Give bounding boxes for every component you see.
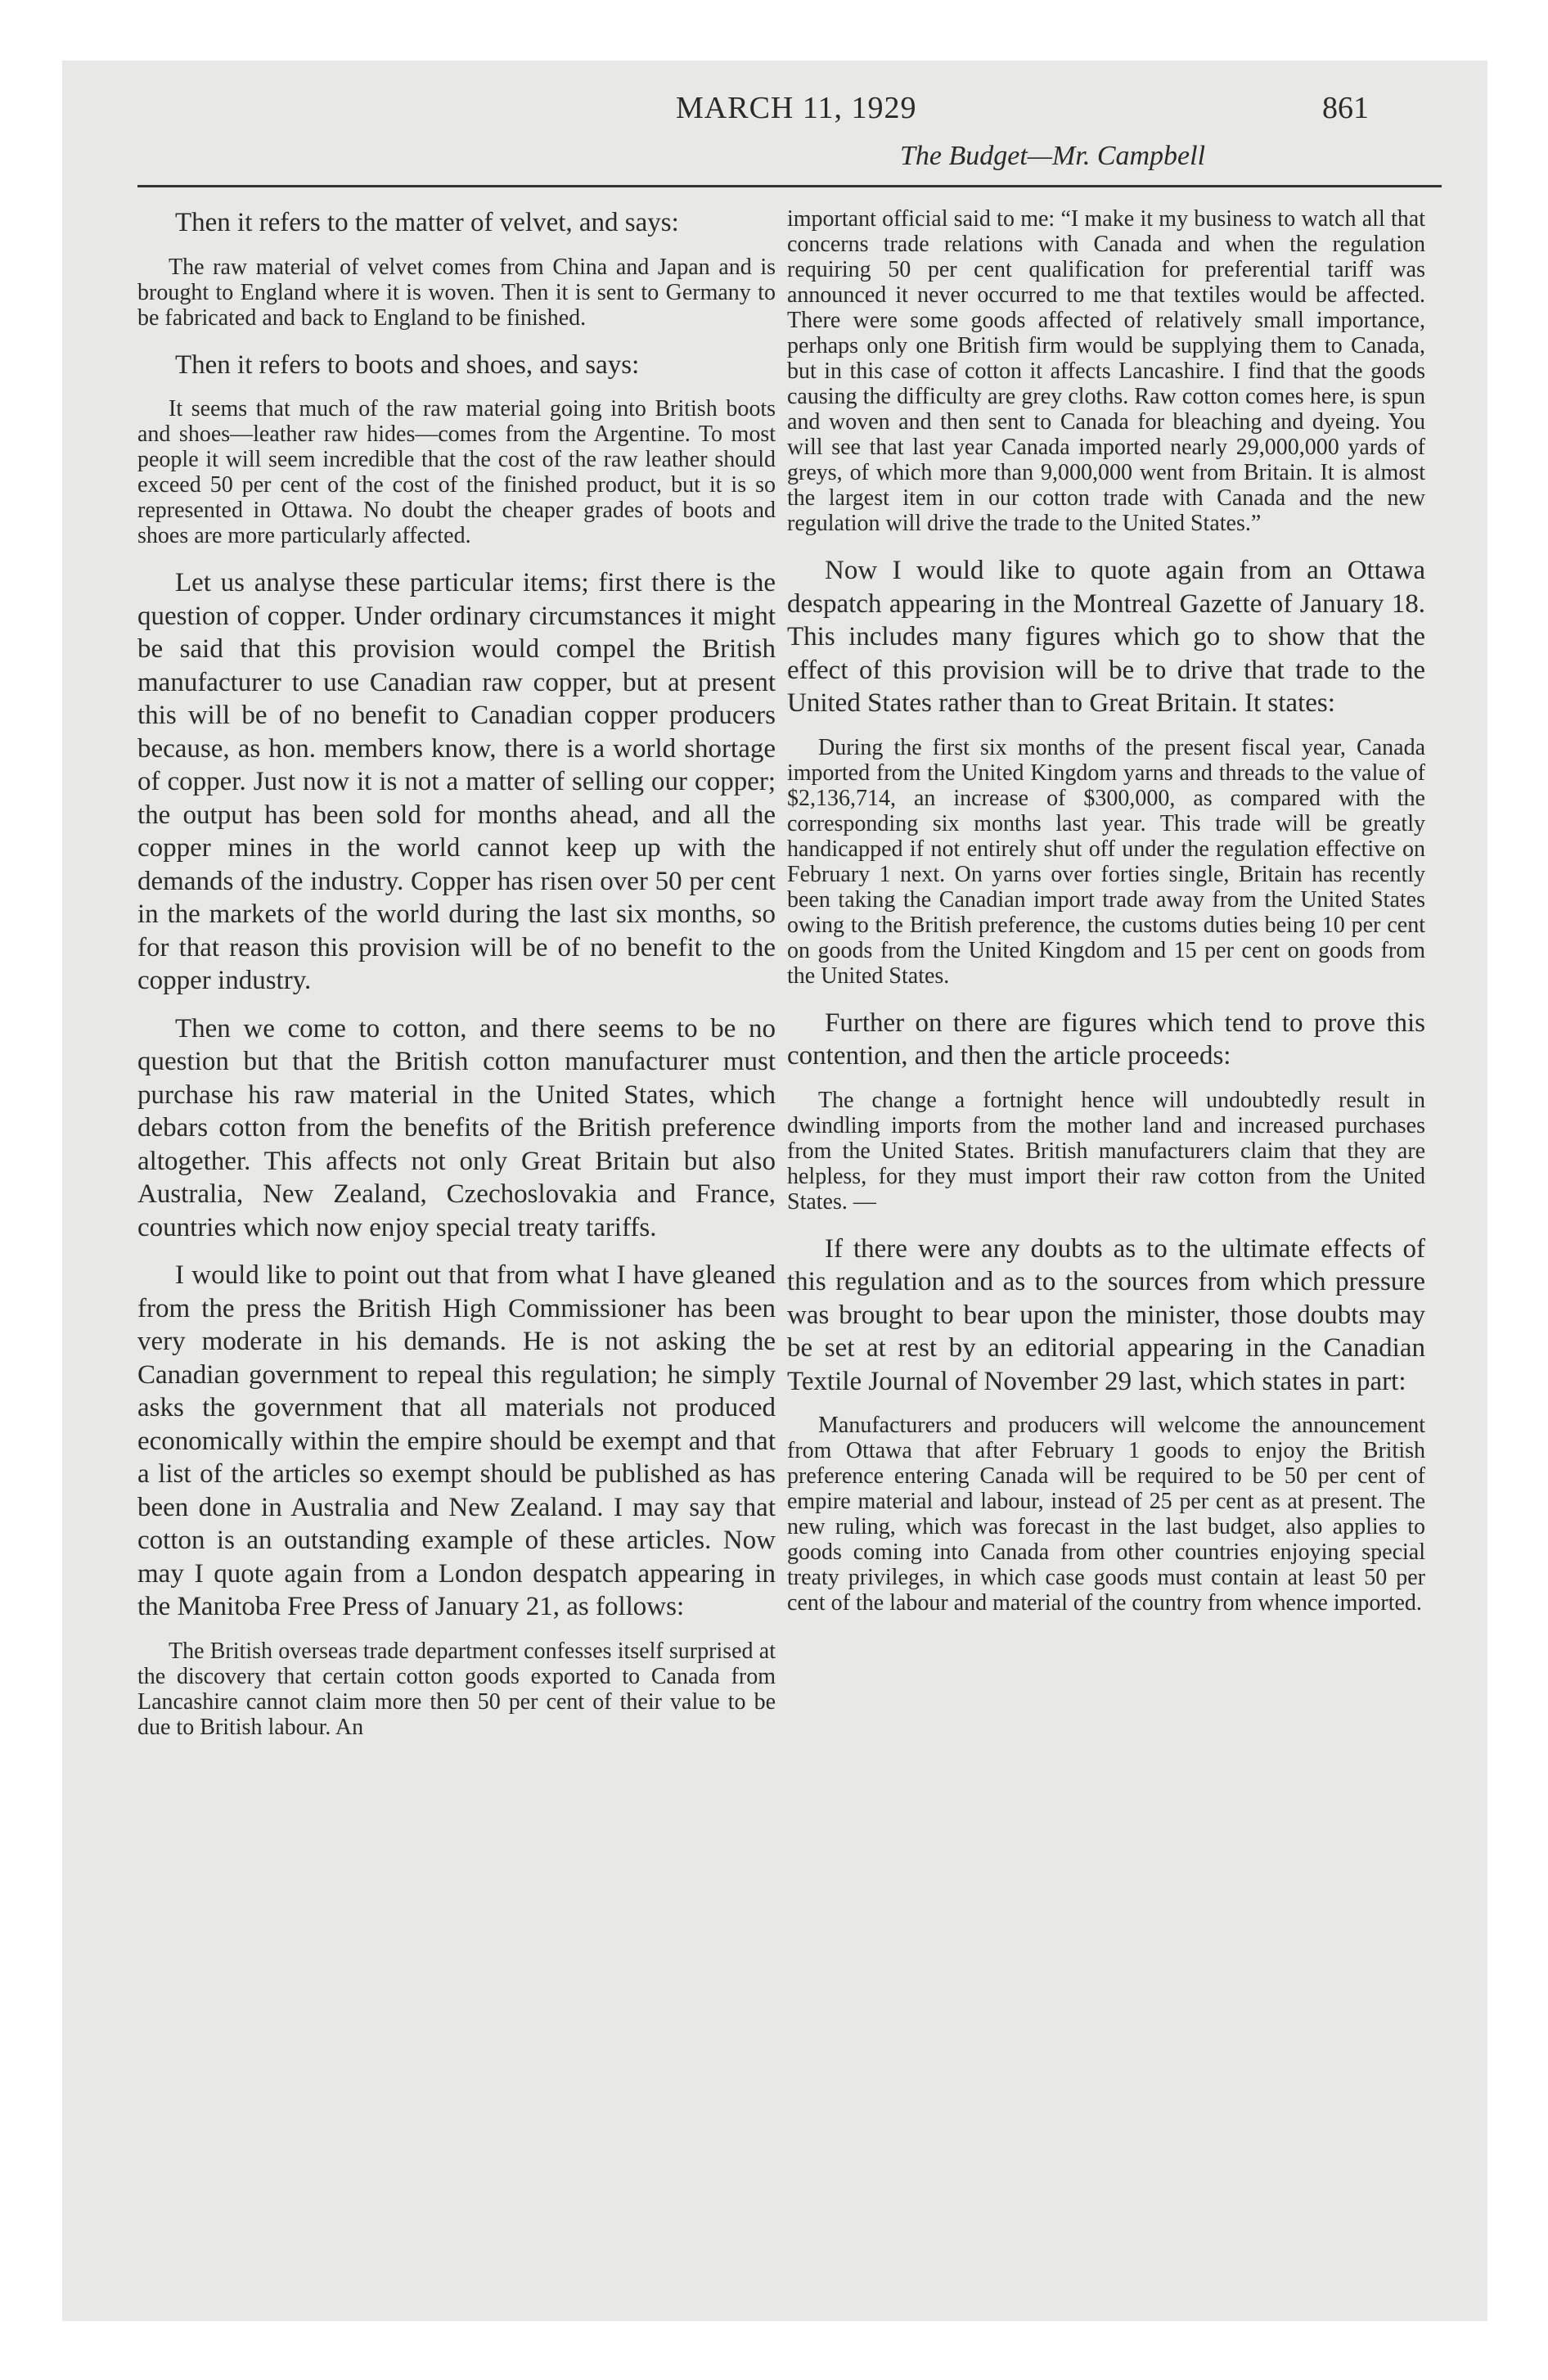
quotation: The change a fortnight hence will undoubtedly result in dwindling imports from the mother land and increased purchases from the United States. British manufacturers claim that they are helpless, for they must import their raw cotton from the United States. —: [787, 1087, 1425, 1215]
page-date: MARCH 11, 1929: [676, 91, 917, 125]
header-rule: [137, 185, 1442, 187]
paragraph: Then it refers to boots and shoes, and says:: [175, 349, 640, 380]
quotation: It seems that much of the raw material going into British boots and shoes—leather raw hides—comes from the Argentine. To most people it will seem incredible that the cost of the raw leather should exceed 50 per cent of the cost of the finished product, but it is so represented in Ottawa. No doubt the cheaper grades of boots and shoes are more particularly affected.: [137, 396, 776, 548]
paragraph: Then it refers to the matter of velvet, and says:: [175, 208, 679, 237]
paragraph: If there were any doubts as to the ultimate effects of this regulation and as to the sources from which pressure was brought to bear upon the minister, those doubts may be set at rest by an editorial appearing in the Canadian Textile Journal of November 29 last, which states in part:: [787, 1233, 1425, 1396]
paragraph: Let us analyse these particular items; first there is the question of copper. Under ordinary circumstances it might be said that this provision would compel the British manufacturer to use Canadian raw copper, but at present this will be of no benefit to Canadian copper producers because, as hon. members know, there is a world shortage of copper. Just now it is not a matter of selling our copper; the output has been sold for months ahead, and all the copper mines in the world cannot keep up with the demands of the industry. Copper has risen over 50 per cent in the markets of the world during the last six months, so for that reason this provision will be of no benefit to the copper industry.: [137, 568, 776, 995]
page-number: 861: [1322, 91, 1369, 125]
left-column: [137, 206, 776, 1758]
quotation: The British overseas trade department confesses itself surprised at the discovery that certain cotton goods exported to Canada from Lancashire cannot claim more then 50 per cent of their value to be due to British labour. An: [137, 1638, 776, 1740]
quotation: important official said to me: “I make it my business to watch all that concerns trade relations with Canada and when the regulation requiring 50 per cent qualification for preferential tariff was announced it never occurred to me that textiles would be affected. There were some goods affected of relatively small importance, perhaps only one British firm would be supplying them to Canada, but in this case of cotton it affects Lancashire. I find that the goods causing the difficulty are grey cloths. Raw cotton comes here, is spun and woven and then sent to Canada for bleaching and dyeing. You will see that last year Canada imported nearly 29,000,000 yards of greys, of which more than 9,000,000 went from Britain. It is almost the largest item in our cotton trade with Canada and the new regulation will drive the trade to the United States.”: [787, 206, 1425, 536]
right-column: [787, 206, 1425, 1634]
running-title: The Budget—Mr. Campbell: [900, 141, 1206, 171]
quotation: During the first six months of the present fiscal year, Canada imported from the United Kingdom yarns and threads to the value of $2,136,714, an increase of $300,000, as compared with the corresponding six months last year. This trade will be greatly handicapped if not entirely shut off under the regulation effective on February 1 next. On yarns over forties single, Britain has recently been taking the Canadian import trade away from the United States owing to the British preference, the customs duties being 10 per cent on goods from the United Kingdom and 15 per cent on goods from the United States.: [787, 734, 1425, 989]
paragraph: Now I would like to quote again from an Ottawa despatch appearing in the Montreal Gazette of January 18. This includes many figures which go to show that the effect of this provision will be to drive that trade to the United States rather than to Great Britain. It states:: [787, 556, 1425, 718]
paragraph: Then we come to cotton, and there seems to be no question but that the British cotton manufacturer must purchase his raw material in the United States, which debars cotton from the benefits of the British preference altogether. This affects not only Great Britain but also Australia, New Zealand, Czechoslovakia and France, countries which now enjoy special treaty tariffs.: [137, 1013, 776, 1242]
paragraph: I would like to point out that from what I have gleaned from the press the British High Commissioner has been very moderate in his demands. He is not asking the Canadian government to repeal this regulation; he simply asks the government that all materials not produced economically within the empire should be exempt and that a list of the articles so exempt should be published as has been done in Australia and New Zealand. I may say that cotton is an outstanding example of these articles. Now may I quote again from a London despatch appearing in the Manitoba Free Press of January 21, as follows:: [137, 1260, 776, 1621]
quotation: Manufacturers and producers will welcome the announcement from Ottawa that after February 1 goods to enjoy the British preference entering Canada will be required to be 50 per cent of empire material and labour, instead of 25 per cent as at present. The new ruling, which was forecast in the last budget, also applies to goods coming into Canada from other countries enjoying special treaty privileges, in which case goods must contain at least 50 per cent of the labour and material of the country from whence imported.: [787, 1413, 1425, 1616]
quotation: The raw material of velvet comes from China and Japan and is brought to England where it is woven. Then it is sent to Germany to be fabricated and back to England to be finished.: [137, 254, 776, 331]
paragraph: Further on there are figures which tend to prove this contention, and then the article proceeds:: [787, 1007, 1425, 1071]
